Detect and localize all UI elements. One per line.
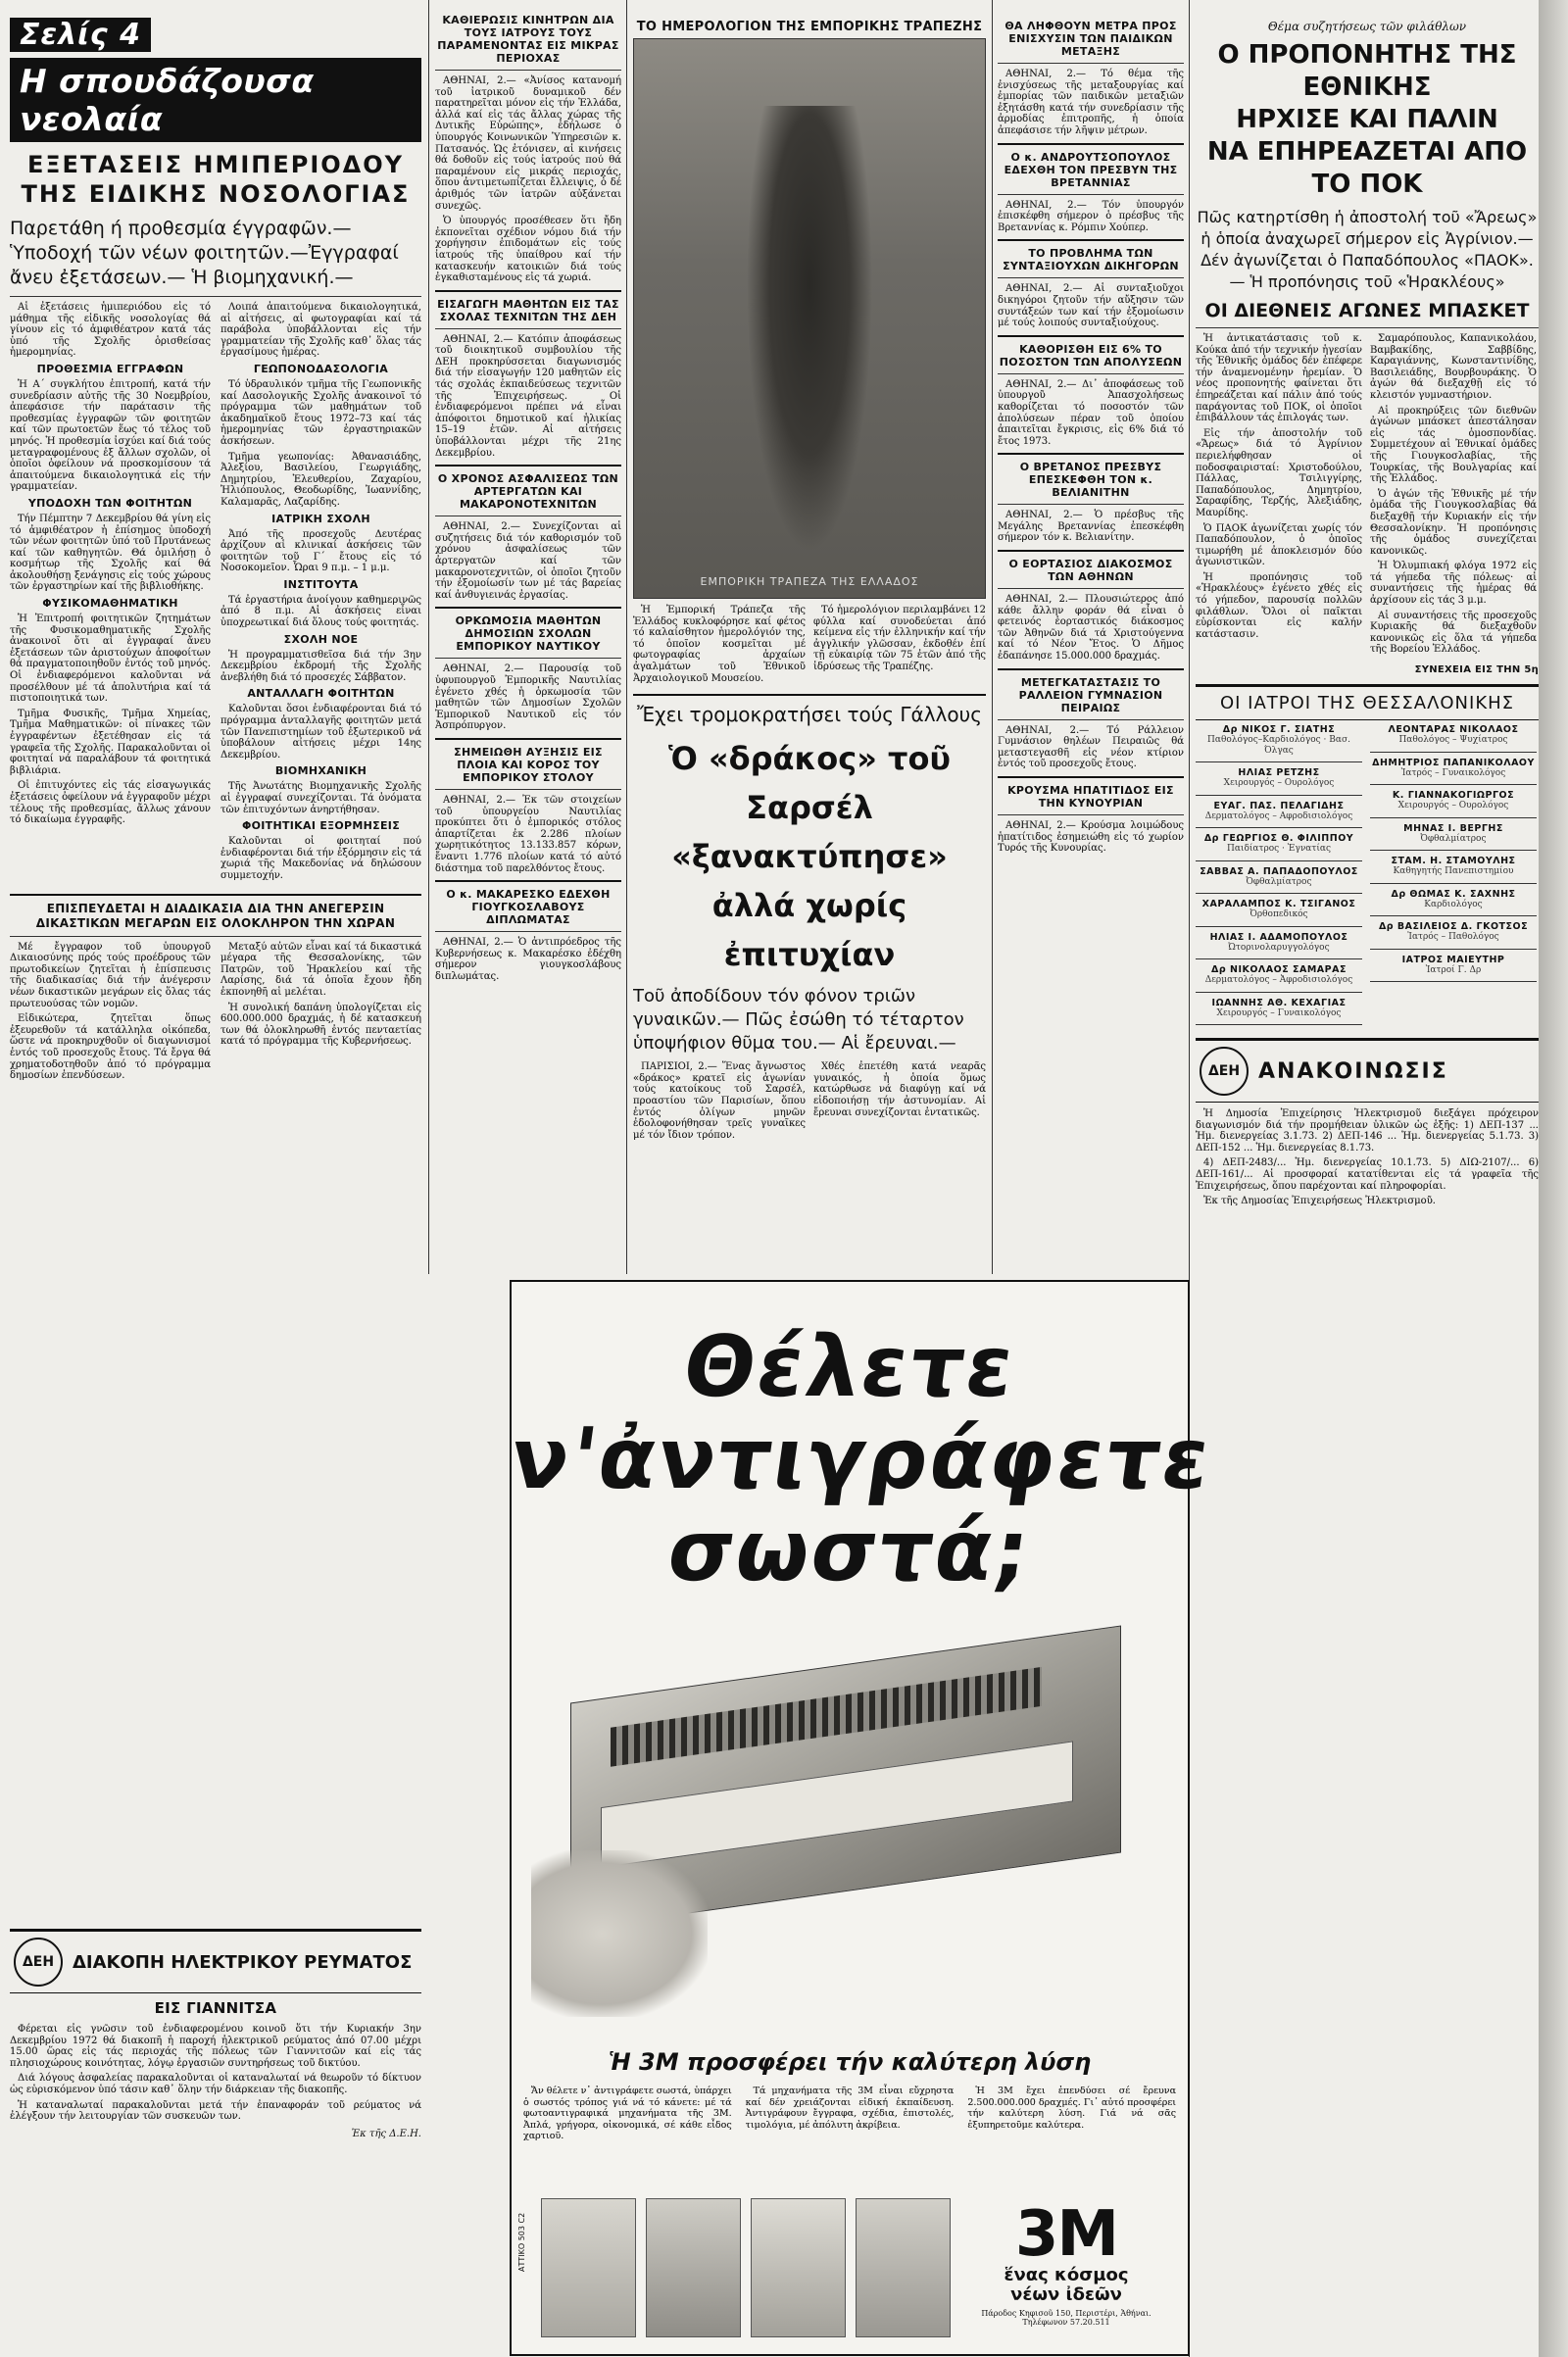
feature-kicker: Ἔχει τρομοκρατήσει τούς Γάλλους [637,703,982,727]
feature-deck: Τοῦ ἀποδίδουν τόν φόνον τριῶν γυναικῶν.— Πῶς ἐσώθη τό τέταρτον ὑποψήφιον θῦμα του.— Αἱ ἔρευναι.— [633,986,964,1055]
dei-logo: ΔΕΗ [14,1938,63,1987]
body-text: Ἄν θέλετε ν᾽ ἀντιγράφετε σωστά, ὑπάρχει ὁ σωστός τρόπος γιά νά τό κάνετε: μέ τά φωτοαντιγραφικά μηχανήματα τῆς 3Μ. Ἀπλά, γρήγορα, οἰκονομικά, σέ κάθε εἶδος χαρτιοῦ. [523,2086,732,2142]
dei-signature: Ἐκ τῆς Δ.Ε.Η. [351,2128,421,2139]
divider [1196,958,1362,959]
body-text: ΠΑΡΙΣΙΟΙ, 2.— Ἕνας ἄγνωστος «δράκος» κρατεῖ εἰς ἀγωνίαν τούς κατοίκους τοῦ Σαρσέλ, προαστίου τῶν Παρισίων, ὅπου ἐντός ὀλίγων μηνῶν ἐδολοφονήθησαν τρεῖς γυναῖκες μέ τόν ἴδιον τρόπον. [633,1061,806,1141]
body-text: Εἰς τήν ἀποστολήν τοῦ «Ἄρεως» διά τό Ἀγρίνιον περιελήφθησαν οἱ ποδοσφαιρισταί: Χριστοδούλου, Πάλλας, Τσιλιγγίρης, Παπαδόπουλος, Δημητρίου, Σαραφίδης, Τερζής, Ἀλεξιάδης, Μαυρίδης. [1196,427,1362,518]
divider [1196,827,1362,828]
sports-body [1196,333,1539,660]
doctor-entry [1370,790,1537,811]
sports-deck: Πῶς κατηρτίσθη ἡ ἀποστολή τοῦ «Ἄρεως» ἡ ὁποία ἀναχωρεῖ σήμερον εἰς Ἀγρίνιον.— Δέν ἀγωνίζεται ὁ Παπαδόπουλος «ΠΑΟΚ».— Ἡ προπόνησις τοῦ «Ἡρακλέους» [1197,208,1538,291]
body-text: Χθές ἐπετέθη κατά νεαρᾶς γυναικός, ἡ ὁποία ὅμως κατώρθωσε νά διαφύγῃ καί νά εἰδοποιήσῃ τήν ἀστυνομίαν. Αἱ ἔρευναι συνεχίζονται ἐντατικῶς. [813,1061,986,1118]
divider [1196,761,1362,762]
dei-notice-subtitle: ΕΙΣ ΓΙΑΝΝΙΤΣΑ [154,1999,277,2017]
doctor-name: Κ. ΓΙΑΝΝΑΚΟΓΙΩΡΓΟΣ [1392,790,1515,802]
ad-headline-line: σωστά; [662,1502,1038,1600]
feature-headline-line: «ξανακτύπησε» [671,838,948,876]
doctor-entry [1370,823,1537,845]
divider [998,814,1184,815]
doctor-details: Καθηγητής Πανεπιστημίου [1393,866,1514,877]
divider [998,239,1184,241]
body-text: Λοιπά ἀπαιτούμενα δικαιολογητικά, αἱ αἰτήσεις, αἱ φωτογραφίαι καί τά παράβολα ὑποβάλλονται εἰς τήν γραμματείαν τῆς Σχολῆς καθ᾽ ὅλας τάς ἐργασίμους ἡμέρας. [220,302,421,359]
column-education [10,0,421,1921]
ad-headline-line: ν'ἀντιγράφετε [504,1410,1219,1508]
doctor-name: Δρ ΘΩΜΑΣ Κ. ΣΑΧΝΗΣ [1391,888,1516,900]
divider [435,465,621,466]
doctor-entry [1196,998,1362,1019]
doctors-col-right [1370,720,1537,1030]
doctor-name: ΙΑΤΡΟΣ ΜΑΙΕΥΤΗΡ [1401,954,1505,965]
divider [435,880,621,882]
doctor-details: Ἰατρός – Παθολόγος [1407,932,1499,943]
body-text: Τό ἡμερολόγιον περιλαμβάνει 12 φύλλα καί συνοδεύεται ἀπό κείμενα εἰς τήν ἑλληνικήν καί τήν ἀγγλικήν γλῶσσαν, ἐκδοθέν ἐπί τῇ εὐκαιρίᾳ τῶν 75 ἐτῶν ἀπό τῆς ἱδρύσεως τῆς Τραπέζης. [813,605,986,672]
doctor-name: ΗΛΙΑΣ Ι. ΑΔΑΜΟΠΟΥΛΟΣ [1209,931,1348,943]
ad-logo-block [968,2198,1164,2327]
body-text: ΑΘΗΝΑΙ, 2.— Τό Ράλλειον Γυμνάσιον θηλέων Πειραιῶς θά μεταστεγασθῆ εἰς νέον κτίριον ἐντός τοῦ προσεχοῦς ἔτους. [998,724,1184,770]
feature-headline-line: ἀλλά χωρίς ἐπιτυχίαν [711,887,907,974]
doctor-name: ΜΗΝΑΣ Ι. ΒΕΡΓΗΣ [1403,822,1503,834]
ad-product-panel [646,2198,741,2337]
column-rule [626,0,627,1274]
column-news-left [435,0,621,1274]
dei-notice-header [10,1929,421,1993]
divider [10,894,421,896]
body-text: Οἱ ἐπιτυχόντες εἰς τάς εἰσαγωγικάς ἐξετάσεις ὀφείλουν νά ἐγγραφοῦν μέχρι τέλους τῆς προθεσμίας, ἄλλως χάνουν τό δικαίωμα ἐγγραφῆς. [10,780,211,826]
body-text: ΑΘΗΝΑΙ, 2.— Δι᾽ ἀποφάσεως τοῦ ὑπουργοῦ Ἀπασχολήσεως καθορίζεται τό ποσοστόν τῶν ἀπολύσεων πέραν τοῦ ὁποίου ἀπαιτεῖται ἔγκρισις, εἰς 6% διά τό ἔτος 1973. [998,378,1184,447]
doctors-directory [1196,720,1539,1030]
subheading: ΓΕΩΠΟΝΟΔΑΣΟΛΟΓΙΑ [253,362,389,375]
divider [998,453,1184,455]
divider [1370,752,1537,753]
body-text: Τό ὑδραυλικόν τμῆμα τῆς Γεωπονικῆς καί Δασολογικῆς Σχολῆς ἀνακοινοῖ τό πρόγραμμα τῶν μαθημάτων τοῦ ἀκαδημαϊκοῦ ἔτους 1972–73 καί τάς ἡμερομηνίας τῶν ἐργαστηριακῶν ἀσκήσεων. [220,378,421,447]
divider [435,931,621,932]
divider [435,658,621,659]
body-col-left [10,302,211,886]
ad-3m-copier [504,1280,1219,2356]
doctor-name: ΙΩΑΝΝΗΣ ΑΘ. ΚΕΧΑΓΙΑΣ [1211,997,1347,1008]
page-edge [1539,0,1568,2357]
headline: ΚΑΘΙΕΡΩΣΙΣ ΚΙΝΗΤΡΩΝ ΔΙΑ ΤΟΥΣ ΙΑΤΡΟΥΣ ΤΟΥΣ ΠΑΡΑΜΕΝΟΝΤΑΣ ΕΙΣ ΜΙΚΡΑΣ ΠΕΡΙΟΧΑΣ [437,14,619,65]
doctor-details: Ὀρθοπεδικός [1250,909,1308,920]
subheading: ΙΑΤΡΙΚΗ ΣΧΟΛΗ [271,512,370,525]
headline-line: ΕΞΕΤΑΣΕΙΣ ΗΜΙΠΕΡΙΟΔΟΥ [26,151,405,178]
doctor-details: Παιδίατρος · Ἐγνατίας [1226,844,1332,855]
ad-side-code: ΑΤΤΙΚΟ 503 C2 [517,2212,526,2272]
section-label [10,18,421,52]
body-text: ΑΘΗΝΑΙ, 2.— Παρουσίᾳ τοῦ ὑφυπουργοῦ Ἐμπορικῆς Ναυτιλίας ἐγένετο χθές ἡ ὁρκωμοσία τῶν μαθητῶν τῶν Δημοσίων Σχολῶν Ἐμπορικοῦ Ναυτικοῦ εἰς τόν Ἀσπρόπυργον. [435,663,621,732]
statue-figure [747,106,873,553]
ad-slogan: Ἡ 3Μ προσφέρει τήν καλύτερη λύση [608,2048,1092,2076]
body-text: Ἡ Ἐμπορική Τράπεζα τῆς Ἑλλάδος κυκλοφόρησε καί φέτος τό καλαίσθητον ἡμερολόγιόν της, τό ὁποῖον κοσμεῖται μέ φωτογραφίας ἀρχαίων ἀγαλμάτων τοῦ Ἐθνικοῦ Ἀρχαιολογικοῦ Μουσείου. [633,605,806,684]
body-text: ΑΘΗΝΑΙ, 2.— Κατόπιν ἀποφάσεως τοῦ διοικητικοῦ συμβουλίου τῆς ΔΕΗ προκηρύσσεται διαγωνισμός διά τήν εἰσαγωγήν 120 μαθητῶν εἰς τάς σχολάς ἐκπαιδεύσεως τεχνιτῶν τῆς Ἐπιχειρήσεως. Οἱ ἐνδιαφερόμενοι πρέπει νά εἶναι ἀπόφοιτοι δημοτικοῦ καί ἡλικίας 15–19 ἐτῶν. Αἱ αἰτήσεις ὑποβάλλονται μέχρι τῆς 21ης Δεκεμβρίου. [435,333,621,459]
sports-headline-line: Ο ΠΡΟΠΟΝΗΤΗΣ ΤΗΣ ΕΘΝΙΚΗΣ [1217,40,1517,102]
body-text: ΑΘΗΝΑΙ, 2.— Τόν ὑπουργόν ἐπισκέφθη σήμερον ὁ πρέσβυς τῆς Βρεταννίας κ. Ρόμπιν Χούπερ. [998,199,1184,233]
doctor-name: ΛΕΟΝΤΑΡΑΣ ΝΙΚΟΛΑΟΣ [1388,724,1519,736]
doctor-name: ΣΤΑΜ. Η. ΣΤΑΜΟΥΛΗΣ [1391,856,1516,867]
body-col-right [1370,333,1537,660]
column-sports [1196,0,1539,2357]
divider [1196,860,1362,861]
doctor-entry [1370,889,1537,910]
divider [435,328,621,329]
divider [10,296,421,297]
doctor-name: ΕΥΑΓ. ΠΑΣ. ΠΕΛΑΓΙΔΗΣ [1213,800,1345,811]
body-text: ΑΘΗΝΑΙ, 2.— Πλουσιώτερος ἀπό κάθε ἄλλην φοράν θά εἶναι ὁ φετεινός ἑορταστικός διάκοσμος τῶν Ἀθηνῶν διά τά Χριστούγεννα καί τό Νέον Ἔτος. Ὁ Δῆμος ἐδαπάνησε 15.000.000 δραχμάς. [998,594,1184,663]
body-text: Ὁ ἀγών τῆς Ἐθνικῆς μέ τήν ὁμάδα τῆς Γιουγκοσλαβίας θά διεξαχθῇ τήν Κυριακήν εἰς τήν Θεσσαλονίκην. Ἡ προπόνησις τῆς ὁμάδος συνεχίζεται κανονικῶς. [1370,488,1537,557]
body-text: Αἱ συναντήσεις τῆς προσεχοῦς Κυριακῆς θά διεξαχθοῦν κανονικῶς εἰς ὅλα τά γήπεδα τῆς Βορείου Ἑλλάδος. [1370,610,1537,656]
body-text: ΑΘΗΝΑΙ, 2.— Ὁ πρέσβυς τῆς Μεγάλης Βρεταννίας ἐπεσκέφθη σήμερον τόν κ. Βελιανίτην. [998,510,1184,544]
doctor-details: Δερματολόγος – Αφροδισιολόγος [1204,810,1353,821]
doctor-entry [1196,932,1362,954]
doctor-name: Δρ ΝΙΚΟΣ Γ. ΣΙΑΤΗΣ [1222,724,1336,736]
announce-title: ΑΝΑΚΟΙΝΩΣΙΣ [1258,1058,1448,1084]
body-text: Ἡ Ἐπιτροπή φοιτητικῶν ζητημάτων τῆς Φυσικομαθηματικῆς Σχολῆς ἀνακοινοῖ ὅτι αἱ ἐγγραφαί ἄνευ ἐξετάσεων τῶν ἀριστούχων ἀποφοίτων θά πραγματοποιηθοῦν ἐντός τοῦ μηνός. Οἱ ἐνδιαφερόμενοι καλοῦνται νά προσέλθουν μέ τά ἀπολυτήρια καί τά πιστοποιητικά των. [10,614,211,705]
headline: ΤΟ ΠΡΟΒΛΗΜΑ ΤΩΝ ΣΥΝΤΑΞΙΟΥΧΩΝ ΔΙΚΗΓΟΡΩΝ [1003,247,1179,273]
body-col-right [220,302,421,886]
doctor-entry [1370,921,1537,943]
headline-line: ΤΗΣ ΕΙΔΙΚΗΣ ΝΟΣΟΛΟΓΙΑΣ [21,180,411,208]
divider [435,789,621,790]
body-text: Τμῆμα γεωπονίας: Ἀθανασιάδης, Ἀλεξίου, Βασιλείου, Γεωργιάδης, Δημητρίου, Ἐλευθερίου, Ζαχαρίου, Ἠλιόπουλος, Θεοδωρίδης, Ἰωαννίδης, Καλαμαρᾶς, Λαζαρίδης. [220,451,421,508]
column-feature [633,0,986,1274]
headline: ΚΡΟΥΣΜΑ ΗΠΑΤΙΤΙΔΟΣ ΕΙΣ ΤΗΝ ΚΥΝΟΥΡΙΑΝ [1007,784,1174,810]
doctor-details: Ὀφθαλμίατρος [1246,876,1312,887]
body-text: Μεταξύ αὐτῶν εἶναι καί τά δικαστικά μέγαρα τῆς Θεσσαλονίκης, τῶν Πατρῶν, τοῦ Ἡρακλείου καί τῆς Λαρίσης, διά τά ὁποῖα ἔχουν ἤδη ἐκπονηθῆ αἱ μελέται. [220,941,421,998]
divider [1370,784,1537,785]
body-text: 4) ΔΕΠ-2483/... Ἡμ. διενεργείας 10.1.73. 5) ΔΙΩ-2107/... 6) ΔΕΠ-161/... Αἱ προσφοραί κατατίθενται εἰς τά γραφεῖα τῆς Ἐπιχειρήσεως, ὅπου παρέχονται καί πληροφορίαι. [1196,1157,1539,1192]
doctor-entry [1196,801,1362,822]
copier-keyboard [611,1667,1042,1767]
doctor-details: Ἰατρός – Γυναικολόγος [1400,767,1506,778]
divider [1370,850,1537,851]
basketball-headline: ΟΙ ΔΙΕΘΝΕΙΣ ΑΓΩΝΕΣ ΜΠΑΣΚΕΤ [1204,300,1530,321]
ad-product-panel [541,2198,636,2337]
body-col-right [220,942,421,1086]
section-banner: Η σπουδάζουσα νεολαία [10,58,421,142]
divider [998,63,1184,64]
divider [1196,992,1362,993]
doctor-entry [1196,767,1362,789]
divider [998,776,1184,778]
divider [998,668,1184,670]
doctor-entry [1370,724,1537,746]
headline: Ο κ. ΑΝΔΡΟΥΤΣΟΠΟΥΛΟΣ ΕΔΕΧΘΗ ΤΟΝ ΠΡΕΣΒΥΝ ΤΗΣ ΒΡΕΤΑΝΝΙΑΣ [1004,150,1178,189]
body-text: Καλοῦνται ὅσοι ἐνδιαφέρονται διά τό πρόγραμμα ἀνταλλαγῆς φοιτητῶν μετά τῶν Πανεπιστημίων τοῦ ἐξωτερικοῦ νά ὑποβάλουν αἰτήσεις μέχρι 14ης Δεκεμβρίου. [220,704,421,761]
sports-headline [1196,39,1539,201]
sports-kicker: Θέμα συζητήσεως τῶν φιλάθλων [1267,20,1467,33]
doctor-name: ΣΑΒΒΑΣ Α. ΠΑΠΑΔΟΠΟΥΛΟΣ [1200,865,1358,877]
divider [998,719,1184,720]
continued-note: ΣΥΝΕΧΕΙΑ ΕΙΣ ΤΗΝ 5η [1414,664,1539,676]
subheading: ΠΡΟΘΕΣΜΙΑ ΕΓΓΡΑΦΩΝ [36,362,184,375]
doctor-entry [1196,964,1362,986]
doctor-name: Δρ ΝΙΚΟΛΑΟΣ ΣΑΜΑΡΑΣ [1211,964,1347,976]
doctors-col-left [1196,720,1362,1030]
subheading: ΦΥΣΙΚΟΜΑΘΗΜΑΤΙΚΗ [42,597,178,611]
ad-headline-line: Θέλετε [676,1318,1023,1416]
ad-product-panel [856,2198,951,2337]
divider [633,694,986,696]
body-text: Τμῆμα Φυσικῆς, Τμῆμα Χημείας, Τμῆμα Μαθηματικῶν: οἱ πίνακες τῶν ἐγγραφέντων ἐξετέθησαν εἰς τά γραφεῖα τῆς Σχολῆς. Παρακαλοῦνται οἱ φοιτηταί νά παραλάβουν τά φοιτητικά βιβλιάρια. [10,708,211,776]
headline-deck: Παρετάθη ή προθεσμία έγγραφῶν.— Ὑποδοχή τῶν νέων φοιτητῶν.—Ἐγγραφαί ἄνευ ἐξετάσεων.— Ἡ βιομηχανική.— [10,218,399,288]
doctor-entry [1196,866,1362,888]
body-col-left [1196,333,1362,660]
headline: ΟΡΚΩΜΟΣΙΑ ΜΑΘΗΤΩΝ ΔΗΜΟΣΙΩΝ ΣΧΟΛΩΝ ΕΜΠΟΡΙΚΟΥ ΝΑΥΤΙΚΟΥ [455,614,602,654]
subheading: ΑΝΤΑΛΛΑΓΗ ΦΟΙΤΗΤΩΝ [247,687,395,701]
doctors-title: ΟΙ ΙΑΤΡΟΙ ΤΗΣ ΘΕΣΣΑΛΟΝΙΚΗΣ [1219,693,1515,714]
body-text: Ἀπό τῆς προσεχοῦς Δευτέρας ἀρχίζουν αἱ κλινικαί ἀσκήσεις τῶν φοιτητῶν τοῦ Γ΄ ἔτους εἰς τό Νοσοκομεῖον. Ὧραι 9 π.μ. – 1 μ.μ. [220,528,421,574]
divider [10,936,421,937]
body-text: ΑΘΗΝΑΙ, 2.— Συνεχίζονται αἱ συζητήσεις διά τόν καθορισμόν τοῦ χρόνου ἀσφαλίσεως τῶν ἀρτεργατῶν καί τῶν μακαρονοτεχνιτῶν, οἱ ὁποῖοι ζητοῦν τήν ἐξομοίωσίν των μέ τάς βαρείας καί ἀνθυγιεινάς ἐργασίας. [435,521,621,601]
headline: Ο ΕΟΡΤΑΣΙΟΣ ΔΙΑΚΟΣΜΟΣ ΤΩΝ ΑΘΗΝΩΝ [1008,558,1173,584]
3m-logo: 3M [1014,2198,1118,2271]
column-rule [992,0,993,1274]
ad-body [523,2086,1176,2146]
body-text: Ἡ Α΄ συγκλήτου ἐπιτροπή, κατά τήν συνεδρίασιν αὐτῆς τῆς 30 Νοεμβρίου, ἀπεφάσισε τήν παράτασιν τῆς προθεσμίας ἐγγραφῶν τῶν φοιτητῶν καί τῶν πρωτοετῶν ἕως τό τέλος τοῦ μηνός. Ἡ προθεσμία ἰσχύει καί διά τούς μεταγραφομένους ἐξ ἄλλων σχολῶν, οἱ ὁποῖοι ὀφείλουν νά προσκομίσουν τά ἀπαιτούμενα δικαιολογητικά εἰς τήν γραμματείαν. [10,378,211,493]
3m-tagline-line: νέων ἰδεῶν [1010,2284,1122,2305]
divider [1196,1024,1362,1025]
divider [1196,893,1362,894]
headline: ΘΑ ΛΗΦΘΟΥΝ ΜΕΤΡΑ ΠΡΟΣ ΕΝΙΣΧΥΣΙΝ ΤΩΝ ΠΑΙΔΙΚΩΝ ΜΕΤΑΞΗΣ [1004,20,1177,58]
doctor-details: Ἰατροί Γ. Δρ [1425,964,1482,975]
body-text: ΑΘΗΝΑΙ, 2.— Κρούσμα λοιμώδους ἡπατίτιδος ἐσημειώθη εἰς τό χωρίον Τυρός τῆς Κυνουρίας. [998,820,1184,855]
body-text: Διά λόγους ἀσφαλείας παρακαλοῦνται οἱ καταναλωταί νά θεωροῦν τό δίκτυον ὡς εὑρισκόμενον ὑπό τάσιν καθ᾽ ὅλην τήν διάρκειαν τῆς διακοπῆς. [10,2073,421,2095]
body-text: ΑΘΗΝΑΙ, 2.— Τό θέμα τῆς ἐνισχύσεως τῆς μεταξουργίας καί ἐμπορίας τῶν παιδικῶν μεταξιῶν ἐξητάσθη κατά τήν συνεδρίασιν τῆς ἀρμοδίας ἐπιτροπῆς, ἡ ὁποία ἀπεφάσισε τήν λῆψιν μέτρων. [998,69,1184,136]
column-rule [428,0,429,1274]
doctor-name: ΔΗΜΗΤΡΙΟΣ ΠΑΠΑΝΙΚΟΛΑΟΥ [1372,757,1535,768]
ad-product-panels [541,2198,951,2337]
headline: Ο κ. ΜΑΚΑΡΕΣΚΟ ΕΔΕΧΘΗ ΓΙΟΥΓΚΟΣΛΑΒΟΥΣ ΔΙΠΛΩΜΑΤΑΣ [446,888,611,927]
doctor-details: Παθολόγος–Καρδιολόγος · Βασ. Όλγας [1207,735,1350,756]
body-text: Ὁ ΠΑΟΚ ἀγωνίζεται χωρίς τόν Παπαδόπουλον, ὁ ὁποῖος τιμωρήθη μέ ἀποκλεισμόν δύο ἀγωνιστικῶν. [1196,522,1362,568]
subheading: ΣΧΟΛΗ ΝΟΕ [283,632,359,646]
headline: ΣΗΜΕΙΩΘΗ ΑΥΞΗΣΙΣ ΕΙΣ ΠΛΟΙΑ ΚΑΙ ΚΟΡΟΣ ΤΟΥ ΕΜΠΟΡΙΚΟΥ ΣΤΟΛΟΥ [454,745,603,784]
ad-headline [504,1318,1219,1600]
divider [1196,795,1362,796]
headline: ΕΙΣΑΓΩΓΗ ΜΑΘΗΤΩΝ ΕΙΣ ΤΑΣ ΣΧΟΛΑΣ ΤΕΧΝΙΤΩΝ ΤΗΣ ΔΕΗ [437,297,619,323]
body-text: Ὁ ὑπουργός προσέθεσεν ὅτι ἤδη ἐκπονεῖται σχέδιον νόμου διά τήν χορήγησιν ἐπιδομάτων εἰς τούς ἰατρούς τῆς ὑπαίθρου καί τήν κατασκευήν κατοικιῶν διά τούς ἐγκαθισταμένους εἰς τά χωριά. [435,216,621,284]
divider [998,143,1184,145]
doctor-name: ΧΑΡΑΛΑΜΠΟΣ Κ. ΤΣΙΓΑΝΟΣ [1201,899,1356,910]
body-text: Ἡ 3Μ ἔχει ἐπενδύσει σέ ἔρευνα 2.500.000.000 δραχμές. Γι᾽ αὐτό προσφέρει τήν καλύτερη λύση. Γιά νά σᾶς ἐξυπηρετοῦμε καλύτερα. [967,2086,1177,2131]
feature-headline-line: Ὁ «δράκος» τοῦ Σαρσέλ [667,740,952,827]
body-text: ΑΘΗΝΑΙ, 2.— Ὁ ἀντιπρόεδρος τῆς Κυβερνήσεως κ. Μακαρέσκο ἐδέχθη σήμερον γιουγκοσλάβους διπλωμάτας. [435,937,621,982]
sports-headline-line: ΝΑ ΕΠΗΡΕΑΖΕΤΑΙ ΑΠΟ ΤΟ ΠΟΚ [1206,137,1528,199]
doctor-name: ΗΛΙΑΣ ΡΕΤΖΗΣ [1238,767,1320,779]
body-text: Μέ ἔγγραφον τοῦ ὑπουργοῦ Δικαιοσύνης πρός τούς προέδρους τῶν πρωτοδικείων ζητεῖται ἡ ἐπίσπευσις τῆς διαδικασίας διά τήν ἀνέγερσιν νέων δικαστικῶν μεγάρων εἰς ὅλας τάς πρωτευούσας τῶν νομῶν. [10,941,211,1009]
body-text: Ἡ προγραμματισθεῖσα διά τήν 3ην Δεκεμβρίου ἐκδρομή τῆς Σχολῆς ἀνεβλήθη διά τό προσεχές Σάββατον. [220,649,421,683]
section-label-text: Σελίς 4 [10,18,151,52]
two-column-body [10,302,421,886]
headline: ΚΑΘΟΡΙΣΘΗ ΕΙΣ 6% ΤΟ ΠΟΣΟΣΤΟΝ ΤΩΝ ΑΠΟΛΥΣΕΩΝ [999,342,1183,368]
divider [1370,949,1537,950]
divider [1196,926,1362,927]
doctors-header [1196,684,1539,720]
headline: Ο ΧΡΟΝΟΣ ΑΣΦΑΛΙΣΕΩΣ ΤΩΝ ΑΡΤΕΡΓΑΤΩΝ ΚΑΙ ΜΑΚΑΡΟΝΟΤΕΧΝΙΤΩΝ [437,472,619,512]
divider [1370,817,1537,818]
photo-calendar-statue [633,38,986,599]
body-text: ΑΘΗΝΑΙ, 2.— Ἐκ τῶν στοιχείων τοῦ ὑπουργείου Ναυτιλίας προκύπτει ὅτι ὁ ἐμπορικός στόλος ἀπαρτίζεται ἐκ 2.286 πλοίων χωρητικότητος 13.133.857 κόρων, ἔναντι 1.776 πλοίων κατά τό αὐτό διάστημα τοῦ παρελθόντος ἔτους. [435,794,621,874]
body-text: Τῆς Ἀνωτάτης Βιομηχανικῆς Σχολῆς αἱ ἐγγραφαί συνεχίζονται. Τά ὀνόματα τῶν ἐπιτυχόντων ἀνηρτήθησαν. [220,781,421,815]
body-text: Καλοῦνται οἱ φοιτηταί πού ἐνδιαφέρονται διά τήν ἐξόρμησιν εἰς τά χωριά τῆς Μακεδονίας νά δηλώσουν συμμετοχήν. [220,836,421,881]
copier-paper-slot [601,1741,1073,1868]
doctor-entry [1196,724,1362,756]
sports-headline-line: ΗΡΧΙΣΕ ΚΑΙ ΠΑΛΙΝ [1236,105,1498,134]
doctor-name: Δρ ΒΑΣΙΛΕΙΟΣ Δ. ΓΚΟΤΣΟΣ [1378,921,1529,933]
body-text: Τήν Πέμπτην 7 Δεκεμβρίου θά γίνη εἰς τό ἀμφιθέατρον ἡ ἐπίσημος ὑποδοχή τῶν νέων φοιτητῶν ὑπό τοῦ Πρυτάνεως καί τῶν καθηγητῶν. Θά ὁμιλήσῃ ὁ κοσμήτωρ τῆς Σχολῆς καί θά ἀκολουθήσῃ ξενάγησις εἰς τούς χώρους τῶν ἐργαστηρίων καί τῆς βιβλιοθήκης. [10,513,211,593]
doctor-details: Καρδιολόγος [1424,899,1483,909]
doctor-details: Χειρουργός – Ουρολόγος [1223,778,1335,789]
3m-tagline [968,2266,1164,2305]
dei-notice-title: ΔΙΑΚΟΠΗ ΗΛΕΚΤΡΙΚΟΥ ΡΕΥΜΑΤΟΣ [73,1951,413,1973]
doctor-details: Χειρουργός – Γυναικολόγος [1216,1007,1342,1018]
body-text: Αἱ ἐξετάσεις ἡμιπεριόδου εἰς τό μάθημα τῆς εἰδικῆς νοσολογίας θά γίνουν εἰς τό ἀμφιθέατρον κατά τάς ὑπό τῆς Σχολῆς ὁρισθείσας ἡμερομηνίας. [10,302,211,359]
3m-tagline-line: ἕνας κόσμος [1004,2265,1129,2285]
subheading: ΙΝΣΤΙΤΟΥΤΑ [283,577,359,591]
dei-notice [10,1929,421,2350]
subheading: ΦΟΙΤΗΤΙΚΑΙ ΕΞΟΡΜΗΣΕΙΣ [241,819,401,833]
body-text: Ἡ Δημοσία Ἐπιχείρησις Ἠλεκτρισμοῦ διεξάγει πρόχειρον διαγωνισμόν διά τήν προμήθειαν ὑλικῶν ὡς ἑξῆς: 1) ΔΕΠ-137 ... Ἡμ. διενεργείας 3.1.73. 2) ΔΕΠ-146 ... Ἡμ. διενεργείας 5.1.73. 3) ΔΕΠ-152 ... Ἡμ. διενεργείας 8.1.73. [1196,1108,1539,1154]
body-text: Σαμαρόπουλος, Καπανικολάου, Βαμβακίδης, Σαββίδης, Καραγιάννης, Κωνσταντινίδης, Βασιλειάδης, Βουρβουράκης. Ὁ ἀγών θά διεξαχθῇ εἰς τό κλειστόν γυμναστήριον. [1370,333,1537,401]
divider [998,504,1184,505]
divider [998,373,1184,374]
doctor-details: Χειρουργός – Ουρολόγος [1397,801,1509,811]
headline: ΜΕΤΕΓΚΑΤΑΣΤΑΣΙΣ ΤΟ ΡΑΛΛΕΙΟΝ ΓΥΜΝΑΣΙΟΝ ΠΕΙΡΑΙΩΣ [1018,675,1163,714]
divider [1196,327,1539,328]
doctor-entry [1370,955,1537,976]
body-text: Ἡ καταναλωταί παρακαλοῦνται μετά τήν ἐπαναφοράν τοῦ ρεύματος νά ἐλέγξουν τήν λειτουργίαν τῶν συσκευῶν των. [10,2099,421,2123]
doctor-entry [1196,899,1362,920]
announce-header [1196,1038,1539,1103]
divider [998,277,1184,278]
ad-product-panel [751,2198,846,2337]
doctor-details: Ὠτορινολαρυγγολόγος [1228,942,1330,953]
doctor-entry [1196,833,1362,855]
divider [1370,981,1537,982]
doctor-entry [1370,758,1537,779]
divider [435,607,621,609]
headline-courthouses: ΕΠΙΣΠΕΥΔΕΤΑΙ Η ΔΙΑΔΙΚΑΣΙΑ ΔΙΑ ΤΗΝ ΑΝΕΓΕΡΣΙΝ ΔΙΚΑΣΤΙΚΩΝ ΜΕΓΑΡΩΝ ΕΙΣ ΟΛΟΚΛΗΡΟΝ ΤΗΝ ΧΩΡΑΝ [35,901,396,930]
dei-logo: ΔΕΗ [1200,1047,1249,1096]
divider [998,194,1184,195]
divider [435,738,621,740]
body-text: Αἱ προκηρύξεις τῶν διεθνῶν ἀγώνων μπάσκετ ἀπεστάλησαν εἰς τάς ὁμοσπονδίας. Συμμετέχουν αἱ Ἐθνικαί ὁμάδες τῆς Γιουγκοσλαβίας, τῆς Τουρκίας, τῆς Βουλγαρίας καί τῆς Ἑλλάδος. [1370,405,1537,485]
doctor-details: Δερματολόγος – Ἀφροδισιολόγος [1204,975,1353,986]
doctor-details: Παθολόγος – Ψυχίατρος [1398,735,1508,746]
body-col-left [10,942,211,1086]
doctor-name: Δρ ΓΕΩΡΓΙΟΣ Θ. ΦΙΛΙΠΠΟΥ [1203,833,1354,845]
headline-exams [10,150,421,209]
feature-body [633,1061,986,1145]
divider [1370,915,1537,916]
divider [998,588,1184,589]
photo-plate-text: ΕΜΠΟΡΙΚΗ ΤΡΑΠΕΖΑ ΤΗΣ ΕΛΛΑΔΟΣ [700,575,919,588]
body-text: ΑΘΗΝΑΙ, 2.— «Ἀνίσος κατανομή τοῦ ἰατρικοῦ δυναμικοῦ δέν παρατηρεῖται μόνον εἰς τήν Ἑλλάδα, ἀλλά καί εἰς τάς ἄλλας χώρας τῆς Δυτικῆς Εὐρώπης», ἐδήλωσε ὁ ὑπουργός Κοινωνικῶν Ὑπηρεσιῶν κ. Πατσανός. Ὡς ἐτόνισεν, αἱ κινήσεις θά δοθοῦν εἰς τούς ἰατρούς πού θά παραμένουν εἰς μικράς περιοχάς, ὅπου ἀντιμετωπίζεται ἔλλειψις, ὁ δέ ἀριθμός τῶν ἰατρῶν αὐξάνεται συνεχῶς. [435,75,621,212]
body-text: Τά μηχανήματα τῆς 3Μ εἶναι εὔχρηστα καί δέν χρειάζονται εἰδική ἐκπαίδευση. Ἀντιγράφουν ἔγγραφα, σχέδια, ἐπιστολές, τιμολόγια, μέ ἀπόλυτη ἀκρίβεια. [745,2086,955,2131]
divider [998,550,1184,552]
subheading: ΥΠΟΔΟΧΗ ΤΩΝ ΦΟΙΤΗΤΩΝ [27,496,193,510]
body-text: Ἡ συνολική δαπάνη ὑπολογίζεται εἰς 600.000.000 δραχμάς, ἡ δέ κατασκευή των θά ὁλοκληρωθῆ ἐντός πενταετίας κατά τό πρόγραμμα τῆς Κυβερνήσεως. [220,1002,421,1048]
divider [1370,883,1537,884]
subheading: ΒΙΟΜΗΧΑΝΙΚΗ [274,764,368,778]
divider [998,335,1184,337]
body-text: Ἐκ τῆς Δημοσίας Ἐπιχειρήσεως Ἠλεκτρισμοῦ. [1203,1196,1436,1207]
divider [435,70,621,71]
headline: Ο ΒΡΕΤΑΝΟΣ ΠΡΕΣΒΥΣ ΕΠΕΣΚΕΦΘΗ ΤΟΝ κ. ΒΕΛΙΑΝΙΤΗΝ [1019,461,1162,500]
doctor-entry [1370,856,1537,877]
two-column-body [10,942,421,1086]
body-text: Τά ἐργαστήρια ἀνοίγουν καθημερινῶς ἀπό 8 π.μ. Αἱ ἀσκήσεις εἶναι ὑποχρεωτικαί διά ὅλους τούς φοιτητάς. [220,594,421,629]
photo-title: ΤΟ ΗΜΕΡΟΛΟΓΙΟΝ ΤΗΣ ΕΜΠΟΡΙΚΗΣ ΤΡΑΠΕΖΗΣ [636,20,983,34]
divider [435,290,621,292]
body-text: Φέρεται εἰς γνῶσιν τοῦ ἐνδιαφερομένου κοινοῦ ὅτι τήν Κυριακήν 3ην Δεκεμβρίου 1972 θά διακοπῆ ἡ παροχή ἠλεκτρικοῦ ρεύματος ἀπό 07.00 μέχρι 15.00 ὥρας εἰς τάς περιοχάς τῆς πόλεως τῶν Γιαννιτσῶν καί εἰς τάς πλησιοχώρους κοινότητας, λόγῳ ἐργασιῶν συντηρήσεως τοῦ δικτύου. [10,2024,421,2069]
hand-illustration [531,1850,708,2017]
body-text: Εἰδικώτερα, ζητεῖται ὅπως ἐξευρεθοῦν τά κατάλληλα οἰκόπεδα, ὥστε νά προκηρυχθοῦν οἱ διαγωνισμοί ἐντός τοῦ προσεχοῦς ἔτους. Τά ἔργα θά χρηματοδοτηθοῦν ἀπό τό πρόγραμμα δημοσίων ἐπενδύσεων. [10,1013,211,1082]
body-text: Ἡ προπόνησις τοῦ «Ἡρακλέους» ἐγένετο χθές εἰς τό γήπεδον, παρουσίᾳ πολλῶν φιλάθλων. Ὅλοι οἱ παῖκται εὑρίσκονται εἰς καλήν κατάστασιν. [1196,571,1362,640]
body-text: Ἡ Ὀλυμπιακή φλόγα 1972 εἰς τά γήπεδα τῆς πόλεως· αἱ συναντήσεις τῆς ἡμέρας θά ἀρχίσουν εἰς τάς 3 μ.μ. [1370,561,1537,607]
body-text: Ἡ ἀντικατάστασις τοῦ κ. Κούκα ἀπό τήν τεχνικήν ἡγεσίαν τῆς Ἐθνικῆς ὁμάδος δέν ἐπέφερε τήν ἀναμενομένην ἠρεμίαν. Ὁ νέος προπονητής φαίνεται ὅτι ἐπηρεάζεται καί πάλιν ἀπό τούς παράγοντας τοῦ ΠΟΚ, οἱ ὁποῖοι ἐπιβάλλουν τάς ἐπιλογάς των. [1196,333,1362,424]
body-text: ΑΘΗΝΑΙ, 2.— Αἱ συνταξιοῦχοι δικηγόροι ζητοῦν τήν αὔξησιν τῶν συντάξεών των καί τήν ἐξομοίωσιν μέ τούς λοιπούς συνταξιούχους. [998,283,1184,329]
photo-caption-body [633,605,986,688]
ad-address: Πάροδος Κηφισοῦ 150, Περιστέρι, Ἀθήναι. Τηλέφωνον 57.20.511 [981,2309,1152,2327]
doctor-details: Ὀφθαλμίατρος [1420,833,1487,844]
column-news-right [998,0,1184,1274]
feature-headline [633,734,986,979]
